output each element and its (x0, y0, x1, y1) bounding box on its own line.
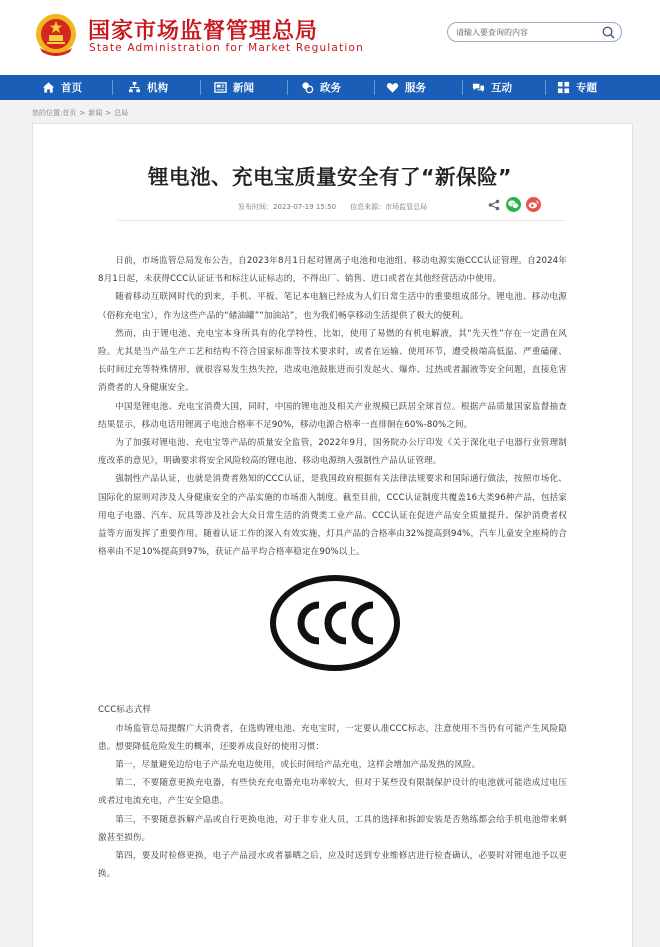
weibo-share-icon[interactable] (526, 197, 541, 212)
nav-item-service[interactable] (386, 75, 426, 100)
paragraph: 随着移动互联网时代的到来，手机、平板、笔记本电脑已经成为人们日常生活中的重要组成部分。锂电池、移动电源（俗称充电宝），作为这些产品的“储油罐”“加油站”，也为我们畅享移动生活提供了极大的便利。 (98, 292, 567, 321)
org-icon (128, 81, 141, 94)
site-subtitle: State Administration for Market Regulation (89, 42, 364, 54)
paragraph: 为了加强对锂电池、充电宝等产品的质量安全监管，2022年9月，国务院办公厅印发《关于深化电子电器行业管理制度改革的意见》，明确要求将安全风险较高的锂电池、移动电源纳入强制性产品认证管理。 (98, 438, 567, 467)
nav-divider (287, 80, 288, 95)
nav-divider (200, 80, 201, 95)
paragraph: 第四，要及时检修更换，电子产品浸水或者暴晒之后，应及时送到专业维修店进行检查确认，必要时对锂电池予以更换。 (98, 851, 567, 880)
title-divider (117, 220, 565, 221)
nav-item-org[interactable] (128, 75, 168, 100)
nav-item-news[interactable] (214, 75, 254, 100)
site-header (0, 0, 660, 74)
nav-item-home[interactable] (42, 75, 82, 100)
government-icon (301, 81, 314, 94)
article-title: 锂电池、充电宝质量安全有了“新保险” (148, 165, 512, 189)
nav-divider (112, 80, 113, 95)
nav-label: 政务 (320, 82, 341, 94)
paragraph: 然而，由于锂电池、充电宝本身所具有的化学特性，比如，使用了易燃的有机电解液，其“先天性”存在一定潜在风险。尤其是当产品生产工艺和结构不符合国家标准等技术要求时，或者在运输、使用环节，遭受极端高低温、严重磕碰、长时间过充等特殊情形，就很容易发生热失控，造成电池鼓胀进而引发起火、爆炸、过热或者漏液等安全问题，直接危害消费者的人身健康安全。 (98, 328, 567, 394)
paragraph: 第二，不要随意更换充电器，有些快充充电器充电功率较大，但对于某些没有限制保护设计的电池就可能造成过电压或者过电流充电，产生安全隐患。 (98, 778, 567, 807)
paragraph: 第一，尽量避免边给电子产品充电边使用，或长时间给产品充电，这样会增加产品发热的风险。 (115, 760, 481, 771)
breadcrumb-home[interactable]: 您的位置:首页 (32, 109, 77, 117)
paragraph: 强制性产品认证，也就是消费者熟知的CCC认证，是我国政府根据有关法律法规要求和国际通行做法，按照市场化、国际化的原则对涉及人身健康安全的产品实施的市场准入制度。截至目前，CCC认证制度共覆盖16大类96种产品，包括家用电子电器、汽车、玩具等涉及社会大众日常生活的消费类工业产品。CCC认证在促进产品安全质量提升、保护消费者权益等方面发挥了重要作用。随着认证工作的深入有效实施，灯具产品的合格率由32%提高到94%，汽车儿童安全座椅的合格率由不足10%提高到97%，获证产品平均合格率稳定在90%以上。 (98, 474, 567, 558)
nav-label: 服务 (405, 82, 426, 94)
service-icon (386, 81, 399, 94)
article-meta (238, 202, 441, 212)
main-nav (0, 75, 660, 100)
nav-label: 机构 (147, 82, 168, 94)
nav-divider (545, 80, 546, 95)
share-icon[interactable] (488, 199, 500, 211)
site-title[interactable]: 国家市场监督管理总局 (88, 19, 319, 44)
breadcrumb-separator: > (79, 109, 86, 117)
topic-icon (557, 81, 570, 94)
nav-divider (374, 80, 375, 95)
search-input[interactable] (456, 26, 596, 39)
search-icon[interactable] (601, 25, 616, 40)
article-body (98, 252, 567, 883)
share-bar (488, 197, 546, 212)
nav-item-topic[interactable] (557, 75, 597, 100)
interaction-icon (472, 81, 485, 94)
paragraph: 市场监管总局提醒广大消费者，在选购锂电池、充电宝时，一定要认准CCC标志，注意使用不当仍有可能产生风险隐患。想要降低危险发生的概率，还要养成良好的使用习惯： (98, 723, 567, 752)
paragraph: 第三，不要随意拆解产品或自行更换电池，对于非专业人员，工具的选择和拆卸安装是否熟练都会给手机电池带来刺激甚至损伤。 (98, 814, 567, 843)
nav-item-government[interactable] (301, 75, 341, 100)
breadcrumb-separator: > (105, 109, 112, 117)
search-box (447, 22, 622, 42)
home-icon (42, 81, 55, 94)
publish-time: 发布时间：2023-07-19 15:50 (238, 203, 337, 211)
wechat-share-icon[interactable] (506, 197, 521, 212)
nav-item-interaction[interactable] (472, 75, 512, 100)
national-emblem-icon[interactable] (34, 12, 78, 58)
paragraph: 日前，市场监管总局发布公告，自2023年8月1日起对锂离子电池和电池组、移动电源实施CCC认证管理。自2024年8月1日起，未获得CCC认证证书和标注认证标志的，不得出厂、销售、进口或者在其他经营活动中使用。 (98, 256, 567, 285)
nav-label: 专题 (576, 82, 597, 94)
breadcrumb (32, 108, 128, 118)
breadcrumb-news[interactable]: 新闻 (88, 109, 103, 117)
breadcrumb-headquarters[interactable]: 总局 (114, 109, 129, 117)
paragraph: 中国是锂电池、充电宝消费大国，同时，中国的锂电池及相关产业规模已跃居全球首位。根据产品质量国家监督抽查结果显示，移动电话用锂离子电池合格率不足90%，移动电源合格率一直徘徊在60%-80%之间。 (98, 401, 567, 430)
nav-label: 互动 (491, 82, 512, 94)
ccc-certification-logo (270, 575, 400, 671)
nav-divider (462, 80, 463, 95)
article-source: 信息来源：市场监管总局 (350, 203, 428, 211)
logo-caption: CCC标志式样 (98, 705, 152, 716)
nav-label: 首页 (61, 82, 82, 94)
news-icon (214, 81, 227, 94)
nav-label: 新闻 (233, 82, 254, 94)
